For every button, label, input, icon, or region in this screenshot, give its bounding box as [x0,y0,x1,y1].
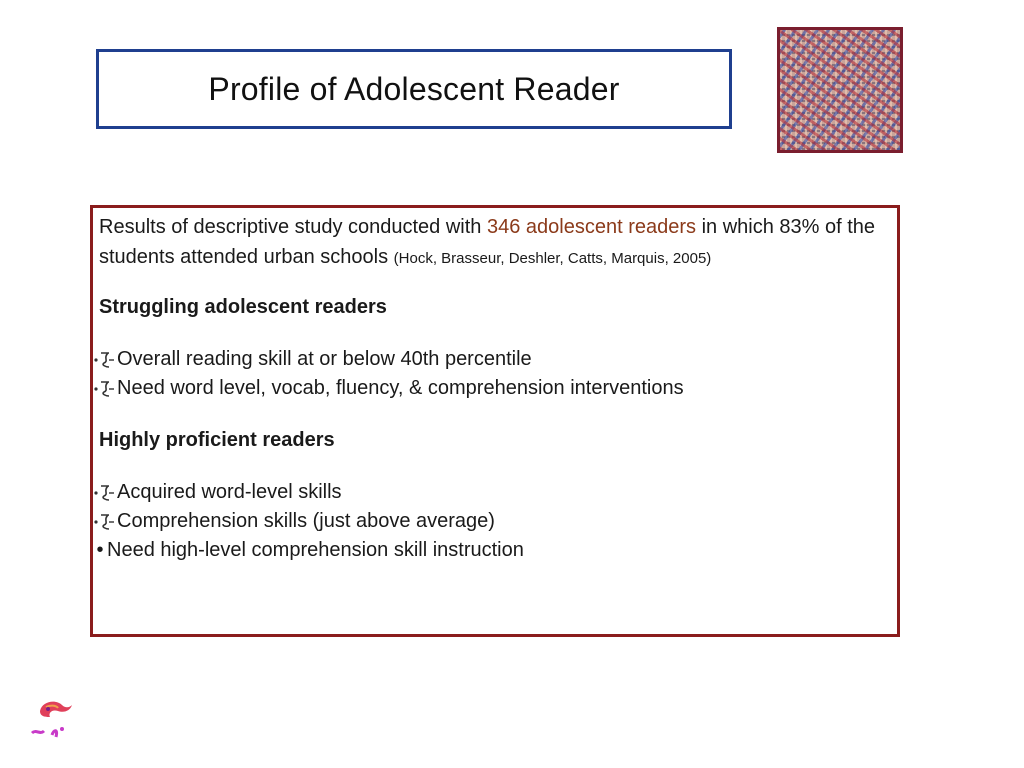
crowd-photo [777,27,903,153]
section-heading-struggling: Struggling adolescent readers [99,296,387,318]
intro-highlight: 346 adolescent readers [486,216,697,238]
struggling-list [99,345,891,403]
list-item [93,478,891,507]
list-item-text: Overall reading skill at or below 40th percentile [117,348,532,370]
squiggle-bullet-icon [93,350,117,370]
list-item [93,374,891,403]
squiggle-bullet-icon [93,379,117,399]
content-box [90,205,900,637]
squiggle-bullet-icon [93,483,117,503]
squiggle-bullet-icon [93,512,117,532]
list-item-text: Acquired word-level skills [117,481,342,503]
list-item-text: Need word level, vocab, fluency, & comprehension interventions [117,377,684,399]
list-item-text: Need high-level comprehension skill instruction [107,539,524,561]
title-box [96,49,732,129]
dot-bullet-icon: • [96,539,104,561]
intro-text-after: in which 83% of the students attended urban schools [99,216,876,268]
list-item [93,345,891,374]
list-item-text: Comprehension skills (just above average) [117,510,495,532]
intro-text-before: Results of descriptive study conducted with [99,216,487,238]
intro-citation: (Hock, Brasseur, Deshler, Catts, Marquis, 2005) [393,250,712,267]
proficient-list [96,478,891,565]
logo-icon [26,695,78,743]
page-title: Profile of Adolescent Reader [208,70,620,107]
list-item [93,536,891,565]
list-item [93,507,891,536]
intro-paragraph [99,212,891,274]
section-heading-proficient: Highly proficient readers [99,429,335,451]
